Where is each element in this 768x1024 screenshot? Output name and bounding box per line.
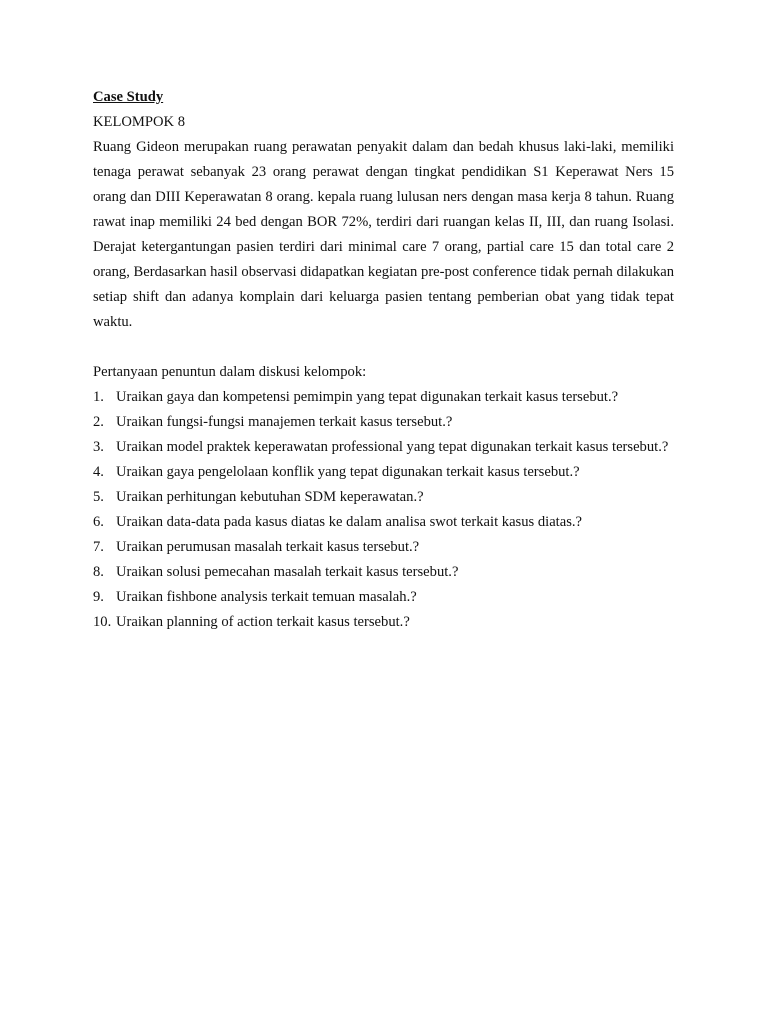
document-title: Case Study	[93, 89, 164, 105]
group-label: KELOMPOK 8	[93, 114, 186, 130]
question-number: 3.	[93, 439, 104, 455]
question-item	[93, 435, 674, 460]
question-item	[93, 535, 674, 560]
question-number: 4.	[93, 464, 104, 480]
case-paragraph: Ruang Gideon merupakan ruang perawatan penyakit dalam dan bedah khusus laki-laki, memiliki tenaga perawat sebanyak 23 orang perawat dengan tingkat pendidikan S1 Keperawat Ners 15 orang dan DIII Keperawatan 8 orang. kepala ruang lulusan ners dengan masa kerja 8 tahun. Ruang rawat inap memiliki 24 bed dengan BOR 72%, terdiri dari ruangan kelas II, III, dan ruang Isolasi. Derajat ketergantungan pasien terdiri dari minimal care 7 orang, partial care 15 dan total care 2 orang, Berdasarkan hasil observasi didapatkan kegiatan pre-post conference tidak pernah dilakukan setiap shift dan adanya komplain dari keluarga pasien tentang pemberian obat yang tidak tepat waktu.	[93, 139, 674, 330]
question-item	[93, 485, 674, 510]
question-text: Uraikan solusi pemecahan masalah terkait kasus tersebut.?	[116, 564, 459, 580]
questions-list	[93, 385, 674, 635]
question-number: 10.	[93, 614, 112, 630]
question-text: Uraikan gaya dan kompetensi pemimpin yang tepat digunakan terkait kasus tersebut.?	[116, 389, 619, 405]
question-text: Uraikan data-data pada kasus diatas ke dalam analisa swot terkait kasus diatas.?	[116, 514, 583, 530]
question-item	[93, 585, 674, 610]
question-item	[93, 410, 674, 435]
question-text: Uraikan planning of action terkait kasus tersebut.?	[116, 614, 410, 630]
document-body	[93, 85, 674, 635]
question-item	[93, 385, 674, 410]
questions-intro: Pertanyaan penuntun dalam diskusi kelompok:	[93, 364, 367, 380]
question-text: Uraikan perhitungan kebutuhan SDM keperawatan.?	[116, 489, 424, 505]
question-text: Uraikan fungsi-fungsi manajemen terkait kasus tersebut.?	[116, 414, 453, 430]
question-item	[93, 460, 674, 485]
question-item	[93, 610, 674, 635]
question-text: Uraikan perumusan masalah terkait kasus tersebut.?	[116, 539, 420, 555]
question-number: 8.	[93, 564, 104, 580]
question-text: Uraikan fishbone analysis terkait temuan masalah.?	[116, 589, 417, 605]
question-text: Uraikan model praktek keperawatan professional yang tepat digunakan terkait kasus tersebut.?	[116, 439, 669, 455]
question-text: Uraikan gaya pengelolaan konflik yang tepat digunakan terkait kasus tersebut.?	[116, 464, 580, 480]
question-number: 1.	[93, 389, 104, 405]
question-number: 7.	[93, 539, 104, 555]
question-item	[93, 510, 674, 535]
question-item	[93, 560, 674, 585]
question-number: 6.	[93, 514, 104, 530]
question-number: 9.	[93, 589, 104, 605]
question-number: 5.	[93, 489, 104, 505]
question-number: 2.	[93, 414, 104, 430]
